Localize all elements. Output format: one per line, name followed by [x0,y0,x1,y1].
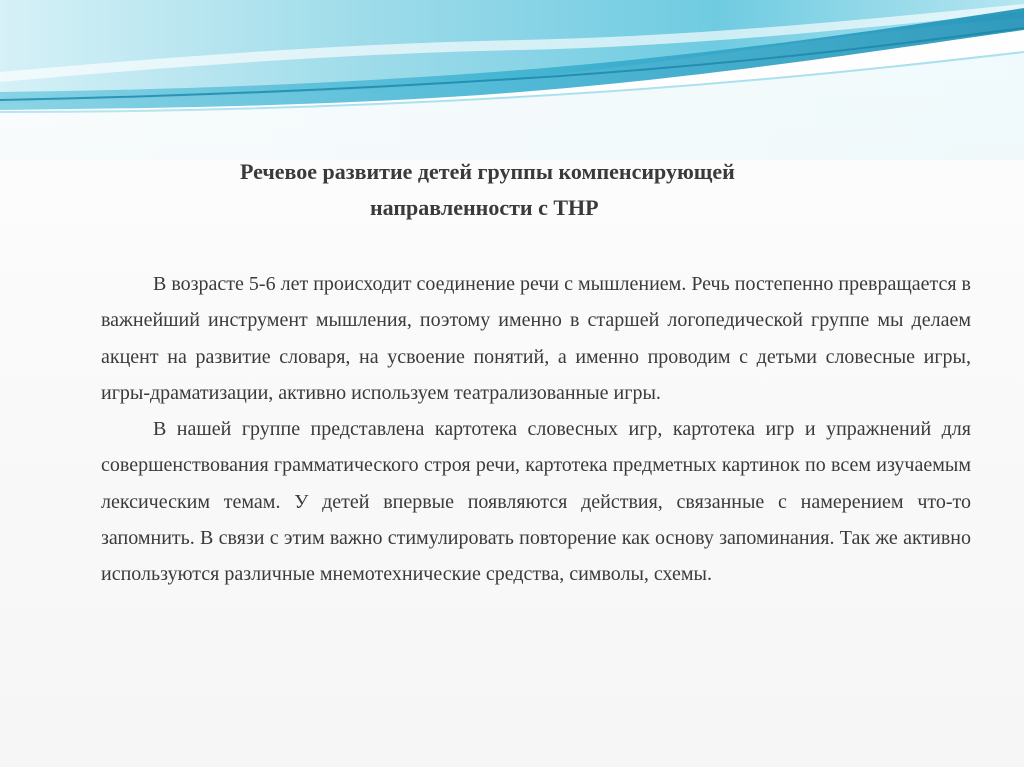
slide-title [150,154,950,226]
slide-body [101,266,971,593]
slide-title-line-1: Речевое развитие детей группы компенсирующей [240,159,735,184]
decorative-wave-banner [0,0,1024,160]
paragraph-2: В нашей группе представлена картотека словесных игр, картотека игр и упражнений для совершенствования грамматического строя речи, картотека предметных картинок по всем изучаемым лексическим темам. У детей впервые появляются действия, связанные с намерением что-то запомнить. В связи с этим важно стимулировать повторение как основу запоминания. Так же активно используются различные мнемотехнические средства, символы, схемы. [101,418,971,586]
paragraph-1: В возрасте 5-6 лет происходит соединение речи с мышлением. Речь постепенно превращается в важнейший инструмент мышления, поэтому именно в старшей логопедической группе мы делаем акцент на развитие словаря, на усвоение понятий, а именно проводим с детьми словесные игры, игры-драматизации, активно используем театрализованные игры. [101,273,971,404]
slide-title-line-2: направленности с ТНР [370,195,599,220]
